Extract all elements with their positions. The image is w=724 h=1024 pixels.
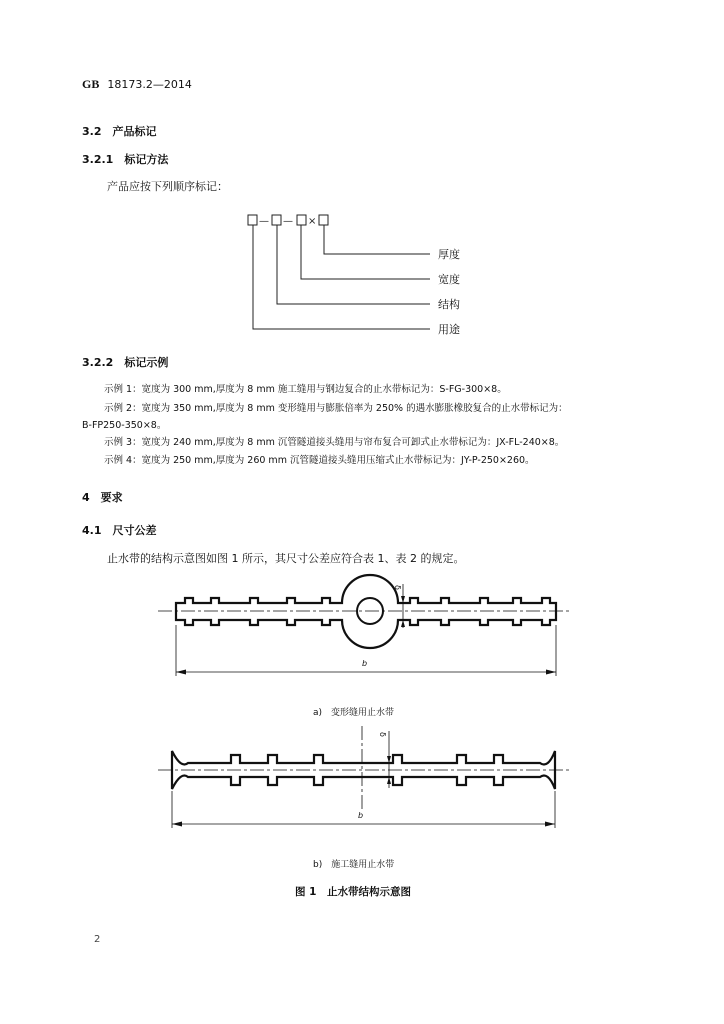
marking-label-thickness: 厚度 (438, 248, 460, 261)
header-number: 18173.2—2014 (107, 78, 192, 91)
figure-b-caption: b) 施工缝用止水带 (313, 860, 395, 870)
example-4: 示例 4：宽度为 250 mm,厚度为 260 mm 沉管隧道接头缝用压缩式止水带标记为：JY-P-250×260。 (104, 455, 535, 466)
marking-label-usage: 用途 (438, 323, 460, 336)
example-1: 示例 1：宽度为 300 mm,厚度为 8 mm 施工缝用与钢边复合的止水带标记为：S-FG-300×8。 (104, 384, 507, 395)
section-4-1-text: 止水带的结构示意图如图 1 所示，其尺寸公差应符合表 1、表 2 的规定。 (107, 552, 465, 565)
figure-b-dim-thickness: δ (378, 732, 387, 737)
section-4-1-title: 4.1 尺寸公差 (82, 524, 157, 537)
figure-a-dim-width: b (362, 659, 368, 668)
page-number: 2 (94, 934, 101, 945)
marking-intro: 产品应按下列顺序标记： (107, 180, 228, 193)
section-4-title: 4 要求 (82, 491, 123, 504)
example-3: 示例 3：宽度为 240 mm,厚度为 8 mm 沉管隧道接头缝用与帘布复合可卸式止水带标记为：JX-FL-240×8。 (104, 437, 565, 448)
section-3-2-2-title: 3.2.2 标记示例 (82, 356, 169, 369)
figure-b-dim-width: b (358, 811, 364, 820)
marking-sep-2: — (283, 216, 293, 227)
example-2-cont: B-FP250-350×8。 (82, 420, 167, 431)
marking-sep-1: — (259, 216, 269, 227)
header-prefix: GB (82, 77, 100, 91)
example-2: 示例 2：宽度为 350 mm,厚度为 8 mm 变形缝用与膨胀倍率为 250% 的遇水膨胀橡胶复合的止水带标记为： (104, 403, 568, 414)
figure-1-caption: 图 1 止水带结构示意图 (295, 886, 411, 898)
figure-a-caption: a) 变形缝用止水带 (313, 708, 395, 718)
marking-sep-3: × (308, 216, 317, 227)
section-3-2-1-title: 3.2.1 标记方法 (82, 153, 169, 166)
section-3-2-title: 3.2 产品标记 (82, 125, 157, 138)
figure-a-dim-thickness: δ (393, 585, 402, 590)
marking-label-structure: 结构 (438, 298, 460, 311)
marking-label-width: 宽度 (438, 273, 460, 286)
